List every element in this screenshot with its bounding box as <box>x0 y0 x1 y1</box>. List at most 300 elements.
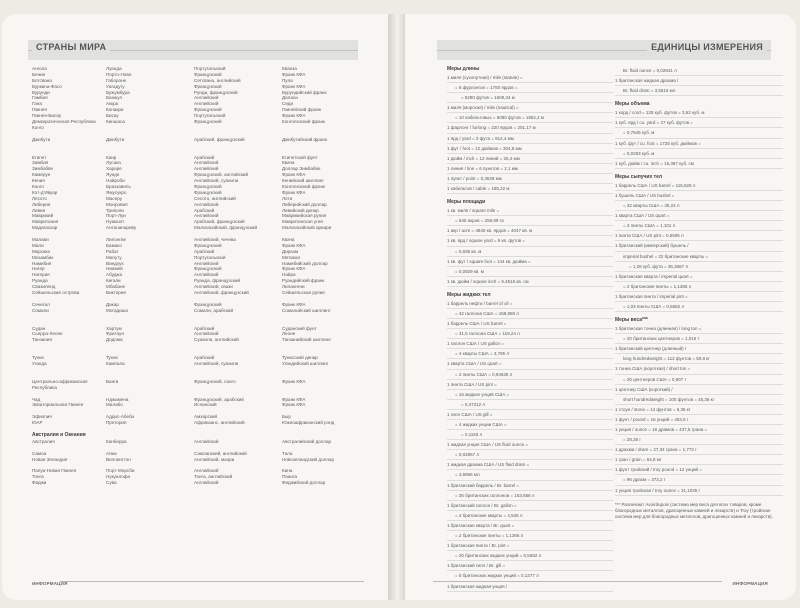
unit-line: 1 британская кварта / Br. quart = <box>447 521 613 531</box>
country-language-cell: Английский <box>194 468 219 474</box>
country-currency-cell: Паанга <box>282 474 298 480</box>
country-capital-cell: Фритаун <box>106 331 125 337</box>
unit-line: 1 галлон США / US gallon = <box>447 339 613 349</box>
country-country-cell: Замбия <box>32 160 49 166</box>
country-currency-cell: Фиджийский доллар <box>282 480 326 486</box>
country-country-cell: Ботсвана <box>32 77 52 83</box>
country-language-cell: Английский <box>194 160 219 166</box>
weight-footnote: *** Различают Avoirdupois (система мер веса для всех товаров, кроме благородных металлов, драгоценных камней и лекарств) и Troy (тройская система мер для благородных металлов, драгоценных камней и лекарств). <box>615 501 773 520</box>
country-capital-cell: Луанда <box>106 66 122 71</box>
country-country-cell: Уганда <box>32 361 47 367</box>
country-language-cell: Французский <box>194 242 222 248</box>
country-country-cell: Сенегал <box>32 301 50 307</box>
country-currency-cell: Руандийский франк <box>282 278 325 284</box>
units-column-1 <box>447 66 613 589</box>
country-currency-cell: Сомалийский шиллинг <box>282 307 331 313</box>
country-country-cell: Мали <box>32 242 44 248</box>
unit-line: 1 жидкая драхма США / US fluid dram = <box>447 460 613 470</box>
country-currency-cell: Кина <box>282 468 293 474</box>
unit-line: = 20 британских центнеров = 1,016 т <box>615 334 783 344</box>
unit-line: 1 драхма / dram = 27,34 грана = 1,772 г <box>615 445 783 455</box>
country-currency-cell: Леоне <box>282 331 296 337</box>
unit-line: long hundredweight = 112 фунтов = 50,8 кг <box>615 354 783 364</box>
unit-line: 1 унция тройская / troy ounce = 31,1035 г <box>615 486 783 496</box>
unit-line: = 0,0283 куб. м <box>615 149 783 159</box>
country-language-cell: Английский, суахили <box>194 178 239 184</box>
country-language-cell: Руанда, французский <box>194 278 241 284</box>
country-currency-cell: Египетский фунт <box>282 154 318 160</box>
unit-line: = 8 фурлонгов = 1760 ярдов = <box>447 83 613 93</box>
capital-column <box>106 66 194 572</box>
country-currency-cell: Джибутийский франк <box>282 136 327 142</box>
country-currency-cell: Лилангени <box>282 284 305 290</box>
country-language-cell: Португальский <box>194 113 226 119</box>
country-country-cell: Танзания <box>32 337 52 343</box>
country-language-cell: Французский, английский <box>194 172 249 178</box>
country-country-cell: Кения <box>32 178 45 184</box>
footer-rule <box>60 581 364 582</box>
unit-line: = 0,47312 л <box>447 400 613 410</box>
unit-line: = 5 британских жидких унций = 0,1377 л <box>447 571 613 581</box>
country-capital-cell: Бужумбура <box>106 89 130 95</box>
country-capital-cell: Кампала <box>106 361 125 367</box>
country-capital-cell: Ниамей <box>106 266 123 272</box>
country-capital-cell: Монровия <box>106 201 128 207</box>
unit-line: 1 кабельтов / cable = 185,22 м <box>447 184 613 194</box>
country-capital-cell: Кигали <box>106 278 121 284</box>
country-capital-cell: Апиа <box>106 450 117 456</box>
country-currency-cell: Франк КФА <box>282 242 306 248</box>
country-language-cell: Английский, свази <box>194 284 233 290</box>
unit-line: 1 британская пинта / Br. pint = <box>447 541 613 551</box>
country-currency-cell: Ливийский динар <box>282 207 319 213</box>
country-language-cell: Французский <box>194 107 222 113</box>
country-language-cell: Английский, суахили <box>194 361 239 367</box>
country-currency-cell: Франк КФА <box>282 83 306 89</box>
country-capital-cell: Ямусукро <box>106 189 127 195</box>
country-language-cell: Арабский <box>194 325 215 331</box>
country-country-cell: Гвинея-Бисау <box>32 113 62 119</box>
country-currency-cell: Пула <box>282 77 293 83</box>
unit-line: = 0,1183 л <box>447 430 613 440</box>
country-language-cell: Сомали, арабский <box>194 307 234 313</box>
unit-line: 1 баррель нефти / barrel of oil = <box>447 299 613 309</box>
country-language-cell: Рунди, французский <box>194 89 238 95</box>
unit-line: = 20 центнеров США = 0,907 т <box>615 375 783 385</box>
country-language-cell: Английский, чичева <box>194 236 236 242</box>
country-capital-cell: Порт-Морсби <box>106 468 135 474</box>
unit-line: 1 жидкая унция США / US fluid ounce = <box>447 440 613 450</box>
country-country-cell: Свазиленд <box>32 284 56 290</box>
country-currency-cell: Седи <box>282 101 294 107</box>
country-language-cell: Английский <box>194 201 219 207</box>
country-capital-cell: Нджамена <box>106 396 129 402</box>
country-currency-cell: Метикал <box>282 254 301 260</box>
country-currency-cell: Франк КФА <box>282 301 306 307</box>
section-header-bar <box>437 40 771 60</box>
unit-line: = 42 галлона США = 158,988 л <box>447 309 613 319</box>
unit-line: 1 британская жидкая драхма / <box>615 76 783 86</box>
unit-line: 1 баррель США / US barrel = <box>447 319 613 329</box>
unit-line: Br. fluid dram = 3,5516 мл <box>615 86 783 96</box>
country-capital-cell: Мбабане <box>106 284 126 290</box>
country-capital-cell: Малабо <box>106 402 123 408</box>
unit-line: 1 кв. ярд / square yard = 9 кв. футов = <box>447 236 613 246</box>
unit-line: 1 куб. ярд / cu. yard = 27 куб. футов = <box>615 118 783 128</box>
country-language-cell: Самоанский, английский <box>194 450 247 456</box>
country-currency-cell: Малагасийский ариари <box>282 225 332 231</box>
unit-line: 1 миля (морская) / mile (nautical) = <box>447 103 613 113</box>
country-currency-cell: Маврикийская рупия <box>282 213 327 219</box>
unit-line: 1 пункт / point = 0,3528 мм <box>447 174 613 184</box>
unit-line: 1 кв. дюйм / square inch = 6,4516 кв. см <box>447 277 613 287</box>
country-currency-cell: Франк КФА <box>282 113 306 119</box>
unit-line: 1 миля (сухопутная) / mile (statute) = <box>447 73 613 83</box>
country-country-cell: Джибути <box>32 136 51 142</box>
unit-line: 1 гран / grain = 64,8 мг <box>615 455 783 465</box>
right-footer: ИНФОРМАЦИЯ <box>732 581 768 586</box>
country-language-cell: Арабский <box>194 154 215 160</box>
unit-line: = 0,7645 куб. м <box>615 128 783 138</box>
country-capital-cell: Триполи <box>106 207 124 213</box>
country-capital-cell: Веллингтон <box>106 456 131 462</box>
unit-line: 1 британский (имперский) бушель / <box>615 241 783 251</box>
unit-line: = 5280 футов = 1609,34 м <box>447 93 613 103</box>
country-currency-cell: Австралийский доллар <box>282 438 332 444</box>
country-currency-cell: Франк КФА <box>282 189 306 195</box>
country-country-cell: Ангола <box>32 66 47 71</box>
country-currency-cell: Франк КФА <box>282 71 306 77</box>
country-language-cell: Французский <box>194 266 222 272</box>
country-capital-cell: Претория <box>106 420 127 426</box>
country-capital-cell: Каир <box>106 154 117 160</box>
country-currency-cell: Тала <box>282 450 293 456</box>
unit-line: 1 центнер США (короткий) / <box>615 385 783 395</box>
unit-line: 1 дюйм / inch = 12 линий = 25,4 мм <box>447 154 613 164</box>
country-language-cell: Португальский <box>194 254 226 260</box>
country-country-cell: Центрально-африканская Республика <box>32 378 88 390</box>
unit-line: = 4 британские кварты = 4,546 л <box>447 511 613 521</box>
country-currency-cell: Либерийский доллар <box>282 201 327 207</box>
unit-line: 1 бушель США / US bushel = <box>615 191 783 201</box>
country-capital-cell: Абуджа <box>106 272 123 278</box>
country-capital-cell: Аддис-Абеба <box>106 414 135 420</box>
unit-line: 1 британская кварта / imperial quart = <box>615 272 783 282</box>
unit-line: = 2 пинты США = 1,101 л <box>615 221 783 231</box>
country-capital-cell: Рабат <box>106 248 119 254</box>
country-currency-cell: Новозеландский доллар <box>282 456 334 462</box>
units-section-title: Меры объема <box>615 101 650 108</box>
units-section-title: Меры веса*** <box>615 317 648 324</box>
unit-line: 1 британская пинта / imperial pint = <box>615 292 783 302</box>
country-country-cell: Конго <box>32 183 44 189</box>
section-header-bar <box>28 40 358 60</box>
country-currency-cell: Быр <box>282 414 291 420</box>
unit-line: 1 корд / cord = 128 куб. футов = 3,62 куб. м <box>615 108 783 118</box>
country-country-cell: Либерия <box>32 201 51 207</box>
country-capital-cell: Тунис <box>106 355 119 361</box>
footer-rule <box>433 581 722 582</box>
unit-line: 1 британская тонна (длинная) / long ton = <box>615 324 783 334</box>
country-country-cell: Зимбабве <box>32 166 54 172</box>
unit-line: 1 фунт тройский / troy pound = 12 унций = <box>615 465 783 475</box>
country-country-cell: Намибия <box>32 260 52 266</box>
unit-line: 1 британская жидкая унция / <box>447 582 613 592</box>
country-capital-cell: Бисау <box>106 113 119 119</box>
country-currency-cell: Бурундийский франк <box>282 89 327 95</box>
country-currency-cell: Франк КФА <box>282 266 306 272</box>
unit-line: imperial bushel = 32 британские кварты = <box>615 252 783 262</box>
country-currency-cell: Мавританская угия <box>282 219 323 225</box>
country-country-cell: Мавритания <box>32 219 59 225</box>
countries-table <box>32 66 360 572</box>
country-language-cell: Малагасийский, французский <box>194 225 258 231</box>
country-language-cell: Французский <box>194 119 222 125</box>
country-capital-cell: Банжул <box>106 95 123 101</box>
unit-line: = 2 британские пинты = 1,1365 л <box>615 282 783 292</box>
unit-line: 1 кварта США / US quart = <box>447 359 613 369</box>
country-language-cell: Арабский <box>194 248 215 254</box>
country-currency-cell: Тунисский динар <box>282 355 318 361</box>
country-language-cell: Английский <box>194 101 219 107</box>
country-currency-cell: Сейшельская рупия <box>282 290 325 295</box>
country-capital-cell: Конакри <box>106 107 124 113</box>
country-capital-cell: Киншаса <box>106 119 125 125</box>
country-currency-cell: Намибийский доллар <box>282 260 328 266</box>
country-language-cell: Английский <box>194 331 219 337</box>
country-capital-cell: Лилонгве <box>106 236 127 242</box>
country-country-cell: Тонга <box>32 474 44 480</box>
country-capital-cell: Антананариву <box>106 225 137 231</box>
country-capital-cell: Уагадугу <box>106 83 125 89</box>
unit-line: 1 акр / acre = 4840 кв. ярдов = 4047 кв. м <box>447 226 613 236</box>
unit-line: = 4 жидких унции США = <box>447 420 613 430</box>
country-capital-cell: Порт-Луи <box>106 213 126 219</box>
country-country-cell: Судан <box>32 325 46 331</box>
country-country-cell: Тунис <box>32 355 45 361</box>
unit-line: = 2 британские пинты = 1,1365 л <box>447 531 613 541</box>
country-capital-cell: Сува <box>106 480 117 486</box>
country-currency-cell: Кванза <box>282 66 297 71</box>
units-title: ЕДИНИЦЫ ИЗМЕРЕНИЯ <box>647 42 767 52</box>
unit-line: 1 куб. дюйм / cu. inch = 16,387 куб. см <box>615 159 783 169</box>
country-country-cell: Папуа-Новая Гвинея <box>32 468 77 474</box>
country-country-cell: Чад <box>32 396 41 402</box>
country-language-cell: Сетсвана, английский <box>194 77 241 83</box>
country-country-cell: Бурунди <box>32 89 50 95</box>
country-country-cell: Маврикий <box>32 213 54 219</box>
country-language-cell: Английский <box>194 260 219 266</box>
country-country-cell: Мадагаскар <box>32 225 58 231</box>
unit-line: 1 кв. миля / square mile = <box>447 206 613 216</box>
book-spine <box>388 14 405 600</box>
country-capital-cell: Мапуту <box>106 254 122 260</box>
countries-title: СТРАНЫ МИРА <box>32 42 110 52</box>
country-language-cell: Французский <box>194 71 222 77</box>
country-currency-cell: Найра <box>282 272 296 278</box>
country-language-cell: Английский, маори <box>194 456 235 462</box>
country-capital-cell: Канберра <box>106 438 127 444</box>
country-capital-cell: Габороне <box>106 77 127 83</box>
country-language-cell: Английский <box>194 95 219 101</box>
unit-line: = 1,28 куб. фута = 36,3687 л <box>615 262 783 272</box>
unit-line: 1 баррель США / US barrel = 115,628 л <box>615 181 783 191</box>
country-language-cell: Амхарский <box>194 414 218 420</box>
country-capital-cell: Хартум <box>106 325 122 331</box>
country-language-cell: Суахили, английский <box>194 337 239 343</box>
country-capital-cell: Масеру <box>106 195 123 201</box>
country-language-cell: Английский <box>194 272 219 278</box>
country-language-cell: Английский <box>194 438 219 444</box>
country-currency-cell: Конголезский франк <box>282 183 326 189</box>
unit-line: Br. fluid ounce = 0,02841 л <box>615 66 783 76</box>
country-column <box>32 66 106 572</box>
country-currency-cell: Даласи <box>282 95 298 101</box>
country-capital-cell: Могадишо <box>106 307 129 313</box>
language-column <box>194 66 282 572</box>
unit-line: 1 куб. фут / cu. foot = 1728 куб. дюймов = <box>615 139 783 149</box>
unit-line: = 3,6966 мл <box>447 470 613 480</box>
region-title-oceania: Австралия и Океания <box>32 431 86 438</box>
country-language-cell: Португальский <box>194 66 226 71</box>
country-language-cell: Английский <box>194 213 219 219</box>
country-country-cell: Нигер <box>32 266 45 272</box>
unit-line: = 0,0929 кв. м <box>447 267 613 277</box>
country-language-cell: Французский <box>194 83 222 89</box>
country-capital-cell: Виктория <box>106 290 126 295</box>
unit-line: 1 пинта США / US pint = 0,5506 л <box>615 231 783 241</box>
country-country-cell: Гамбия <box>32 95 48 101</box>
country-country-cell: Бенин <box>32 71 46 77</box>
country-currency-cell: Кенийский шиллинг <box>282 178 325 184</box>
country-capital-cell: Порто-Ново <box>106 71 132 77</box>
units-section-title: Меры площади <box>447 199 486 206</box>
country-language-cell: Французский, арабский <box>194 396 244 402</box>
row-gap <box>106 432 194 439</box>
country-country-cell: Фиджи <box>32 480 47 486</box>
country-currency-cell: Франк КФА <box>282 396 306 402</box>
unit-line: 1 стоун / stone = 14 фунтов = 6,35 кг <box>615 405 783 415</box>
unit-line: = 0,836 кв. м <box>447 247 613 257</box>
country-capital-cell: Лусака <box>106 160 121 166</box>
country-country-cell: Эфиопия <box>32 414 52 420</box>
country-language-cell: Африкаанс, английский <box>194 420 245 426</box>
country-country-cell: Марокко <box>32 248 51 254</box>
country-country-cell: Руанда <box>32 278 48 284</box>
country-country-cell: Мозамбик <box>32 254 54 260</box>
country-country-cell: Новая Зеландия <box>32 456 68 462</box>
country-currency-cell: Лоти <box>282 195 293 201</box>
country-country-cell: Самоа <box>32 450 47 456</box>
country-language-cell: Сесото, английский <box>194 195 236 201</box>
country-country-cell: Сомали <box>32 307 49 313</box>
country-currency-cell: Гвинейский франк <box>282 107 322 113</box>
country-country-cell: Сьерра-Леоне <box>32 331 63 337</box>
country-currency-cell: Угандийский шиллинг <box>282 361 329 367</box>
country-capital-cell: Найроби <box>106 178 125 184</box>
country-capital-cell: Виндхук <box>106 260 124 266</box>
country-country-cell: Экваториальная Гвинея <box>32 402 84 408</box>
country-capital-cell: Нукуалофа <box>106 474 131 480</box>
country-language-cell: Французский <box>194 189 222 195</box>
unit-line: 1 кварта США / US quart = <box>615 211 783 221</box>
country-language-cell: Испанский <box>194 402 217 408</box>
unit-line: short hundredweight = 100 фунтов = 45,36 кг <box>615 395 783 405</box>
unit-line: 1 фунт / pound = 16 унций = 453,6 г <box>615 415 783 425</box>
country-capital-cell: Дакар <box>106 301 119 307</box>
country-capital-cell: Браззавиль <box>106 183 131 189</box>
country-language-cell: Арабский <box>194 355 215 361</box>
country-language-cell: Арабский <box>194 207 215 213</box>
country-currency-cell: Дирхам <box>282 248 299 254</box>
units-section-title: Меры длины <box>447 66 480 72</box>
left-footer: ИНФОРМАЦИЯ <box>32 581 68 586</box>
unit-line: = 20 британских жидких унций = 0,5682 л <box>447 551 613 561</box>
country-currency-cell: Франк КФА <box>282 172 306 178</box>
country-country-cell: Гана <box>32 101 42 107</box>
unit-line: = 1,03 пинты США = 0,5682 л <box>615 302 783 312</box>
country-country-cell: Малави <box>32 236 49 242</box>
unit-line: = 10 кабельтовых = 6080 футов = 1852,2 м <box>447 113 613 123</box>
unit-line: 1 гилл США / US gill = <box>447 410 613 420</box>
country-country-cell: Гвинея <box>32 107 47 113</box>
country-country-cell: Нигерия <box>32 272 50 278</box>
country-capital-cell: Бамако <box>106 242 122 248</box>
row-gap <box>194 432 282 439</box>
unit-line: 1 британский гилл / Br. gill = <box>447 561 613 571</box>
country-capital-cell: Аккра <box>106 101 119 107</box>
units-column-2 <box>615 66 783 574</box>
unit-line: 1 линия / line = 6 пунктов = 2,1 мм <box>447 164 613 174</box>
country-capital-cell: Хараре <box>106 166 122 172</box>
country-country-cell: Австралия <box>32 438 55 444</box>
unit-line: 1 кв. фут / square foot = 144 кв. дюйма = <box>447 257 613 267</box>
unit-line: = 4 кварты США = 3,785 л <box>447 349 613 359</box>
country-language-cell: Французский <box>194 183 222 189</box>
unit-line: = 31,5 галлона США = 119,24 л <box>447 329 613 339</box>
country-language-cell: Тонга, английский <box>194 474 233 480</box>
country-country-cell: Кот-д'Ивуар <box>32 189 58 195</box>
unit-line: = 0,02957 л <box>447 450 613 460</box>
unit-line: 1 британский галлон / Br. gallon = <box>447 501 613 511</box>
country-country-cell: Демократическая Республика Конго <box>32 119 96 130</box>
unit-line: = 32 кварты США = 35,24 л <box>615 201 783 211</box>
unit-line: = 16 жидких унций США = <box>447 390 613 400</box>
country-currency-cell: Квача <box>282 160 295 166</box>
unit-line: = 28,35 г <box>615 435 783 445</box>
row-gap <box>282 432 360 439</box>
country-language-cell: Английский <box>194 480 219 486</box>
country-capital-cell: Додома <box>106 337 123 343</box>
unit-line: 1 ярд / yard = 3 фута = 914,4 мм <box>447 134 613 144</box>
country-currency-cell: Южноафриканский рэнд <box>282 420 335 426</box>
country-country-cell: Египет <box>32 154 47 160</box>
unit-line: = 640 акров = 258,99 га <box>447 216 613 226</box>
country-capital-cell: Банги <box>106 378 119 384</box>
country-language-cell: Французский <box>194 301 222 307</box>
country-capital-cell: Нуакшот <box>106 219 125 225</box>
country-country-cell: Лесото <box>32 195 47 201</box>
country-currency-cell: Танзанийский шиллинг <box>282 337 332 343</box>
unit-line: 1 британский баррель / Br. barrel = <box>447 481 613 491</box>
unit-line: = 2 пинты США = 0,94635 л <box>447 370 613 380</box>
left-page <box>2 14 388 600</box>
country-country-cell: Сейшельские острова <box>32 290 80 295</box>
country-country-cell: Буркина-Фасо <box>32 83 62 89</box>
currency-column <box>282 66 360 572</box>
country-country-cell: Ливия <box>32 207 46 213</box>
country-language-cell: Английский <box>194 166 219 172</box>
